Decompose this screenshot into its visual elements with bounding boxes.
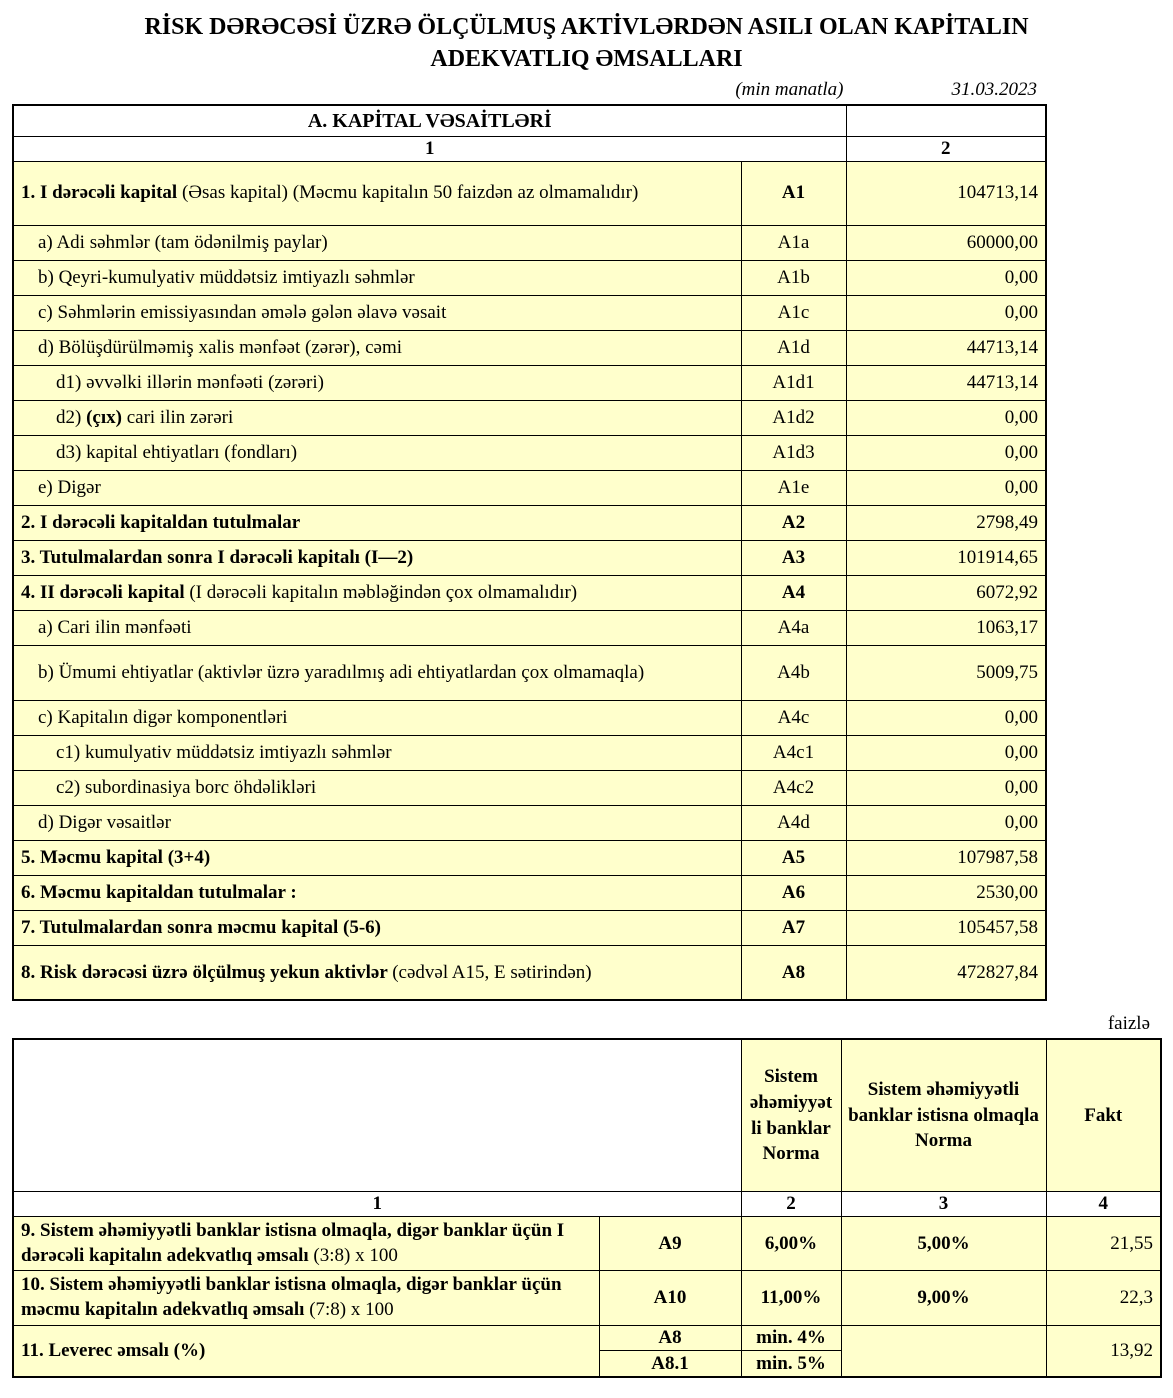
capital-row-value: 1063,17 [846, 610, 1046, 645]
ratio-row-10-code: A10 [599, 1271, 741, 1325]
capital-row-code: A4c1 [741, 735, 846, 770]
ratios-column-number-row [13, 1191, 1161, 1216]
report-date: 31.03.2023 [951, 79, 1037, 101]
ratios-col-header-norm-sys: Sistem əhəmiyyətli banklar Norma [741, 1039, 841, 1191]
page-title [0, 0, 1173, 75]
capital-row-label: 5. Məcmu kapital (3+4) [13, 840, 741, 875]
ratio-row-10-norm-sys: 11,00% [741, 1271, 841, 1325]
capital-row-code: A1d3 [741, 435, 846, 470]
capital-row-code: A4 [741, 575, 846, 610]
capital-row-value: 0,00 [846, 260, 1046, 295]
ratios-col-num-2: 2 [741, 1191, 841, 1216]
ratios-table [12, 1038, 1162, 1378]
capital-row-label: d1) əvvəlki illərin mənfəəti (zərəri) [13, 365, 741, 400]
capital-row-label: d) Digər vəsaitlər [13, 805, 741, 840]
capital-col-num-right: 2 [846, 136, 1046, 161]
capital-row-code: A7 [741, 910, 846, 945]
capital-row-A4 [13, 575, 1046, 610]
capital-row-A1d [13, 330, 1046, 365]
ratio-row-10-label: 10. Sistem əhəmiyyətli banklar istisna olmaqla, digər banklar üçün məcmu kapitalın adekvatlıq əmsalı (7:8) x 100 [13, 1271, 599, 1325]
capital-row-A1d3 [13, 435, 1046, 470]
capital-row-value: 101914,65 [846, 540, 1046, 575]
ratio-row-11-code-a8: A8 [599, 1325, 741, 1351]
ratio-row-11-fact: 13,92 [1046, 1325, 1161, 1377]
capital-row-label: e) Digər [13, 470, 741, 505]
capital-row-code: A1e [741, 470, 846, 505]
capital-table-header-row [13, 105, 1046, 136]
capital-row-label: 3. Tutulmalardan sonra I dərəcəli kapitalı (I—2) [13, 540, 741, 575]
ratios-corner-cell [13, 1039, 741, 1191]
capital-row-code: A3 [741, 540, 846, 575]
capital-row-value: 0,00 [846, 700, 1046, 735]
capital-header-value-cell [846, 105, 1046, 136]
capital-row-code: A4c2 [741, 770, 846, 805]
ratio-row-10-fact: 22,3 [1046, 1271, 1161, 1325]
capital-row-code: A4a [741, 610, 846, 645]
capital-row-value: 107987,58 [846, 840, 1046, 875]
capital-col-num-left: 1 [13, 136, 846, 161]
capital-row-label: 2. I dərəcəli kapitaldan tutulmalar [13, 505, 741, 540]
capital-row-A1c [13, 295, 1046, 330]
capital-row-code: A1c [741, 295, 846, 330]
ratio-row-9-norm-sys: 6,00% [741, 1216, 841, 1270]
ratio-row-11 [13, 1325, 1161, 1351]
ratios-col-header-fakt: Fakt [1046, 1039, 1161, 1191]
capital-row-value: 0,00 [846, 435, 1046, 470]
capital-table [12, 104, 1047, 1001]
ratios-col-num-1: 1 [13, 1191, 741, 1216]
capital-row-label: c1) kumulyativ müddətsiz imtiyazlı səhmlər [13, 735, 741, 770]
capital-column-number-row [13, 136, 1046, 161]
capital-row-A4d [13, 805, 1046, 840]
capital-row-value: 5009,75 [846, 645, 1046, 700]
capital-row-A4a [13, 610, 1046, 645]
capital-row-label: c) Kapitalın digər komponentləri [13, 700, 741, 735]
capital-row-A6 [13, 875, 1046, 910]
capital-row-label: 4. II dərəcəli kapital (I dərəcəli kapitalın məbləğindən çox olmamalıdır) [13, 575, 741, 610]
ratio-row-11-norm-a81: min. 5% [741, 1351, 841, 1377]
ratios-col-header-norm-other: Sistem əhəmiyyətli banklar istisna olmaqla Norma [841, 1039, 1046, 1191]
capital-row-label: b) Qeyri-kumulyativ müddətsiz imtiyazlı səhmlər [13, 260, 741, 295]
capital-row-label: a) Adi səhmlər (tam ödənilmiş paylar) [13, 225, 741, 260]
capital-row-A7 [13, 910, 1046, 945]
ratios-header-row [13, 1039, 1161, 1191]
capital-row-A3 [13, 540, 1046, 575]
capital-row-label: a) Cari ilin mənfəəti [13, 610, 741, 645]
capital-row-code: A6 [741, 875, 846, 910]
capital-row-A5 [13, 840, 1046, 875]
meta-row [12, 79, 1045, 101]
capital-row-label: d3) kapital ehtiyatları (fondları) [13, 435, 741, 470]
ratio-row-9-label: 9. Sistem əhəmiyyətli banklar istisna olmaqla, digər banklar üçün I dərəcəli kapitalın adekvatlıq əmsalı (3:8) x 100 [13, 1216, 599, 1270]
capital-row-code: A4c [741, 700, 846, 735]
capital-row-A1d1 [13, 365, 1046, 400]
capital-row-value: 0,00 [846, 400, 1046, 435]
capital-row-value: 0,00 [846, 470, 1046, 505]
capital-row-A8 [13, 945, 1046, 1000]
capital-row-code: A1d1 [741, 365, 846, 400]
capital-row-code: A4d [741, 805, 846, 840]
capital-row-value: 104713,14 [846, 161, 1046, 225]
ratio-row-9-norm-other: 5,00% [841, 1216, 1046, 1270]
capital-row-A2 [13, 505, 1046, 540]
capital-row-label: b) Ümumi ehtiyatlar (aktivlər üzrə yaradılmış adi ehtiyatlardan çox olmamaqla) [13, 645, 741, 700]
ratio-row-10-norm-other: 9,00% [841, 1271, 1046, 1325]
capital-row-A4c [13, 700, 1046, 735]
capital-row-A1b [13, 260, 1046, 295]
capital-row-label: 6. Məcmu kapitaldan tutulmalar : [13, 875, 741, 910]
capital-row-value: 0,00 [846, 805, 1046, 840]
capital-row-code: A2 [741, 505, 846, 540]
capital-row-value: 105457,58 [846, 910, 1046, 945]
ratio-row-9-code: A9 [599, 1216, 741, 1270]
capital-row-code: A5 [741, 840, 846, 875]
capital-row-label: 1. I dərəcəli kapital (Əsas kapital) (Məcmu kapitalın 50 faizdən az olmamalıdır) [13, 161, 741, 225]
capital-row-A4b [13, 645, 1046, 700]
capital-row-A4c2 [13, 770, 1046, 805]
ratio-row-11-norm-a8: min. 4% [741, 1325, 841, 1351]
capital-row-label: c2) subordinasiya borc öhdəlikləri [13, 770, 741, 805]
page-title-line2: ADEKVATLIQ ƏMSALLARI [430, 45, 743, 72]
capital-row-label: c) Səhmlərin emissiyasından əmələ gələn əlavə vəsait [13, 295, 741, 330]
capital-row-value: 0,00 [846, 735, 1046, 770]
capital-row-value: 0,00 [846, 770, 1046, 805]
capital-row-label: 8. Risk dərəcəsi üzrə ölçülmuş yekun aktivlər (cədvəl A15, E sətirindən) [13, 945, 741, 1000]
capital-row-value: 472827,84 [846, 945, 1046, 1000]
ratio-row-11-code-a81: A8.1 [599, 1351, 741, 1377]
capital-row-value: 44713,14 [846, 330, 1046, 365]
capital-row-label: d2) (çıx) cari ilin zərəri [13, 400, 741, 435]
capital-row-code: A8 [741, 945, 846, 1000]
capital-row-code: A1a [741, 225, 846, 260]
capital-row-A1 [13, 161, 1046, 225]
capital-row-A4c1 [13, 735, 1046, 770]
capital-row-A1e [13, 470, 1046, 505]
capital-row-value: 0,00 [846, 295, 1046, 330]
ratio-row-9 [13, 1216, 1161, 1270]
capital-row-code: A1 [741, 161, 846, 225]
capital-section-header: A. KAPİTAL VƏSAİTLƏRİ [13, 105, 846, 136]
capital-row-value: 44713,14 [846, 365, 1046, 400]
capital-row-code: A4b [741, 645, 846, 700]
capital-row-value: 60000,00 [846, 225, 1046, 260]
capital-row-value: 6072,92 [846, 575, 1046, 610]
ratios-col-num-4: 4 [1046, 1191, 1161, 1216]
unit-note: (min manatla) [735, 79, 844, 101]
capital-row-label: 7. Tutulmalardan sonra məcmu kapital (5-6) [13, 910, 741, 945]
ratio-row-9-fact: 21,55 [1046, 1216, 1161, 1270]
ratios-col-num-3: 3 [841, 1191, 1046, 1216]
capital-row-label: d) Bölüşdürülməmiş xalis mənfəət (zərər), cəmi [13, 330, 741, 365]
ratio-row-10 [13, 1271, 1161, 1325]
capital-row-A1d2 [13, 400, 1046, 435]
capital-row-code: A1d [741, 330, 846, 365]
ratio-row-11-empty-cell [841, 1325, 1046, 1377]
page-title-line1: RİSK DƏRƏCƏSİ ÜZRƏ ÖLÇÜLMUŞ AKTİVLƏRDƏN ASILI OLAN KAPİTALIN [144, 14, 1029, 40]
capital-row-code: A1b [741, 260, 846, 295]
ratio-row-11-label: 11. Leverec əmsalı (%) [13, 1325, 599, 1377]
capital-row-A1a [13, 225, 1046, 260]
capital-row-value: 2798,49 [846, 505, 1046, 540]
capital-row-value: 2530,00 [846, 875, 1046, 910]
capital-row-code: A1d2 [741, 400, 846, 435]
percent-note: faizlə [1107, 1013, 1150, 1035]
